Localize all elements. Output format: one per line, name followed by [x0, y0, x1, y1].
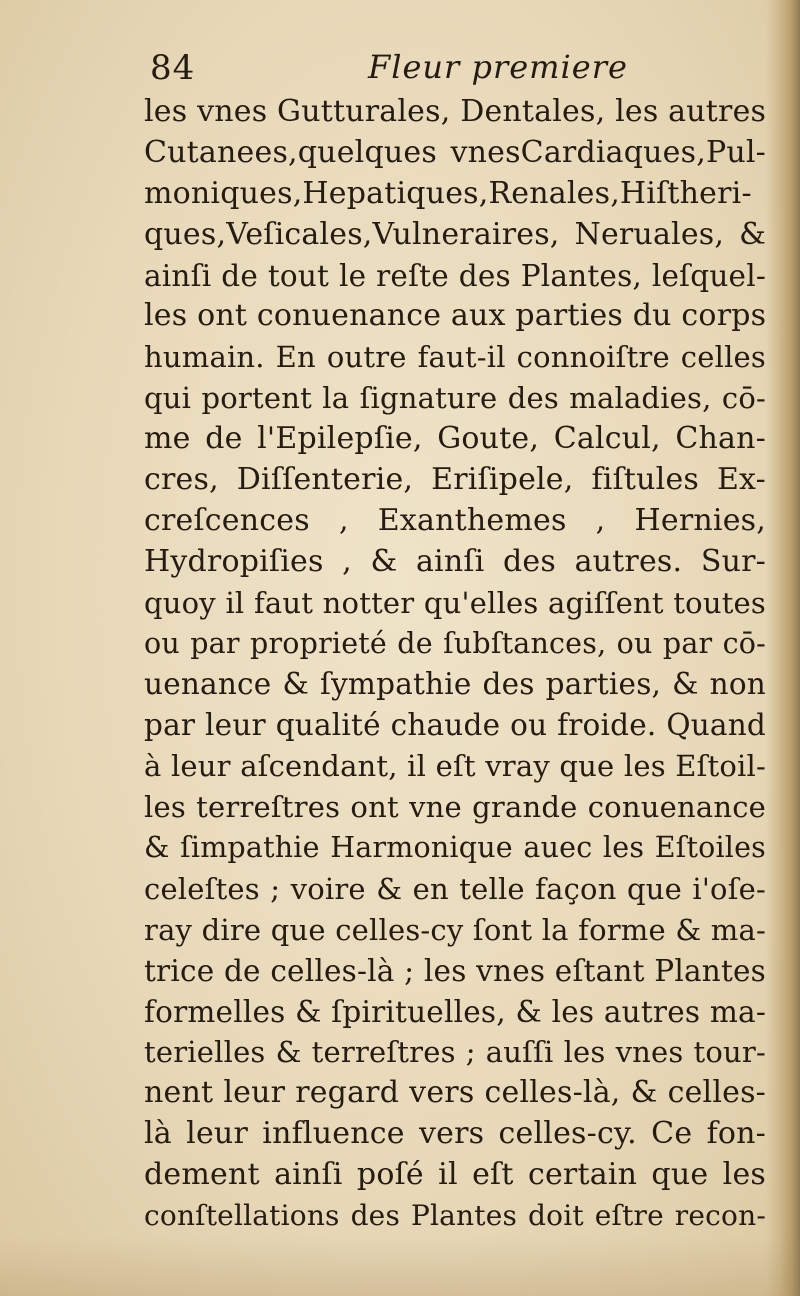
text-line: dement ainſi poſé il eſt certain que les	[144, 1157, 766, 1193]
text-line: ou par proprieté de ſubſtances, ou par cō-	[144, 626, 766, 660]
text-line: terielles & terreſtres ; auſſi les vnes tour-	[144, 1035, 766, 1070]
running-title: Fleur premiere	[368, 48, 628, 86]
text-line: par leur qualité chaude ou froide. Quand	[144, 708, 766, 743]
text-line: ainſi de tout le reſte des Plantes, leſquel-	[144, 258, 766, 293]
text-line: Hydropiſies , & ainſi des autres. Sur-	[144, 543, 766, 579]
page-edge-shadow	[766, 0, 800, 1296]
text-line: me de l'Epilepſie, Goute, Calcul, Chan-	[144, 421, 766, 457]
text-line: les ont conuenance aux parties du corps	[144, 298, 767, 334]
text-line: moniques,Hepatiques,Renales,Hiſtheri-	[144, 175, 752, 211]
text-line: ques,Veſicales,Vulneraires, Neruales, &	[144, 216, 766, 252]
page-header	[142, 48, 762, 96]
text-line: Cutanees,quelques vnesCardiaques,Pul-	[144, 134, 766, 170]
text-line: celeſtes ; voire & en telle façon que i'oſe-	[144, 871, 766, 906]
text-line: trice de celles-là ; les vnes eſtant Plantes	[144, 953, 766, 988]
text-line: conſtellations des Plantes doit eſtre recon-	[144, 1199, 766, 1233]
text-line: uenance & ſympathie des parties, & non	[144, 667, 766, 702]
text-line: creſcences , Exanthemes , Hernies,	[144, 502, 766, 538]
body-text	[144, 92, 766, 1237]
text-line: les terreſtres ont vne grande conuenance	[144, 790, 766, 825]
text-line: les vnes Gutturales, Dentales, les autres	[144, 94, 767, 129]
page-bottom-shade	[0, 1236, 800, 1296]
text-line: humain. En outre faut-il connoiſtre celles	[144, 340, 766, 375]
text-line: cres, Diſſenterie, Eriſipele, fiſtules Ex-	[144, 462, 766, 498]
text-line: formelles & ſpirituelles, & les autres ma-	[144, 994, 766, 1029]
text-line: là leur influence vers celles-cy. Ce fon-	[144, 1116, 766, 1152]
text-line: quoy il faut notter qu'elles agiſſent toutes	[144, 585, 766, 620]
text-line: ray dire que celles-cy ſont la forme & ma-	[144, 912, 766, 947]
text-line: à leur aſcendant, il eſt vray que les Eſtoil-	[144, 749, 766, 784]
text-line: qui portent la ſignature des maladies, cō-	[144, 381, 766, 416]
text-line: nent leur regard vers celles-là, & celles-	[144, 1075, 766, 1111]
text-line: & ſimpathie Harmonique auec les Eſtoiles	[144, 831, 766, 865]
page-number: 84	[150, 48, 196, 88]
